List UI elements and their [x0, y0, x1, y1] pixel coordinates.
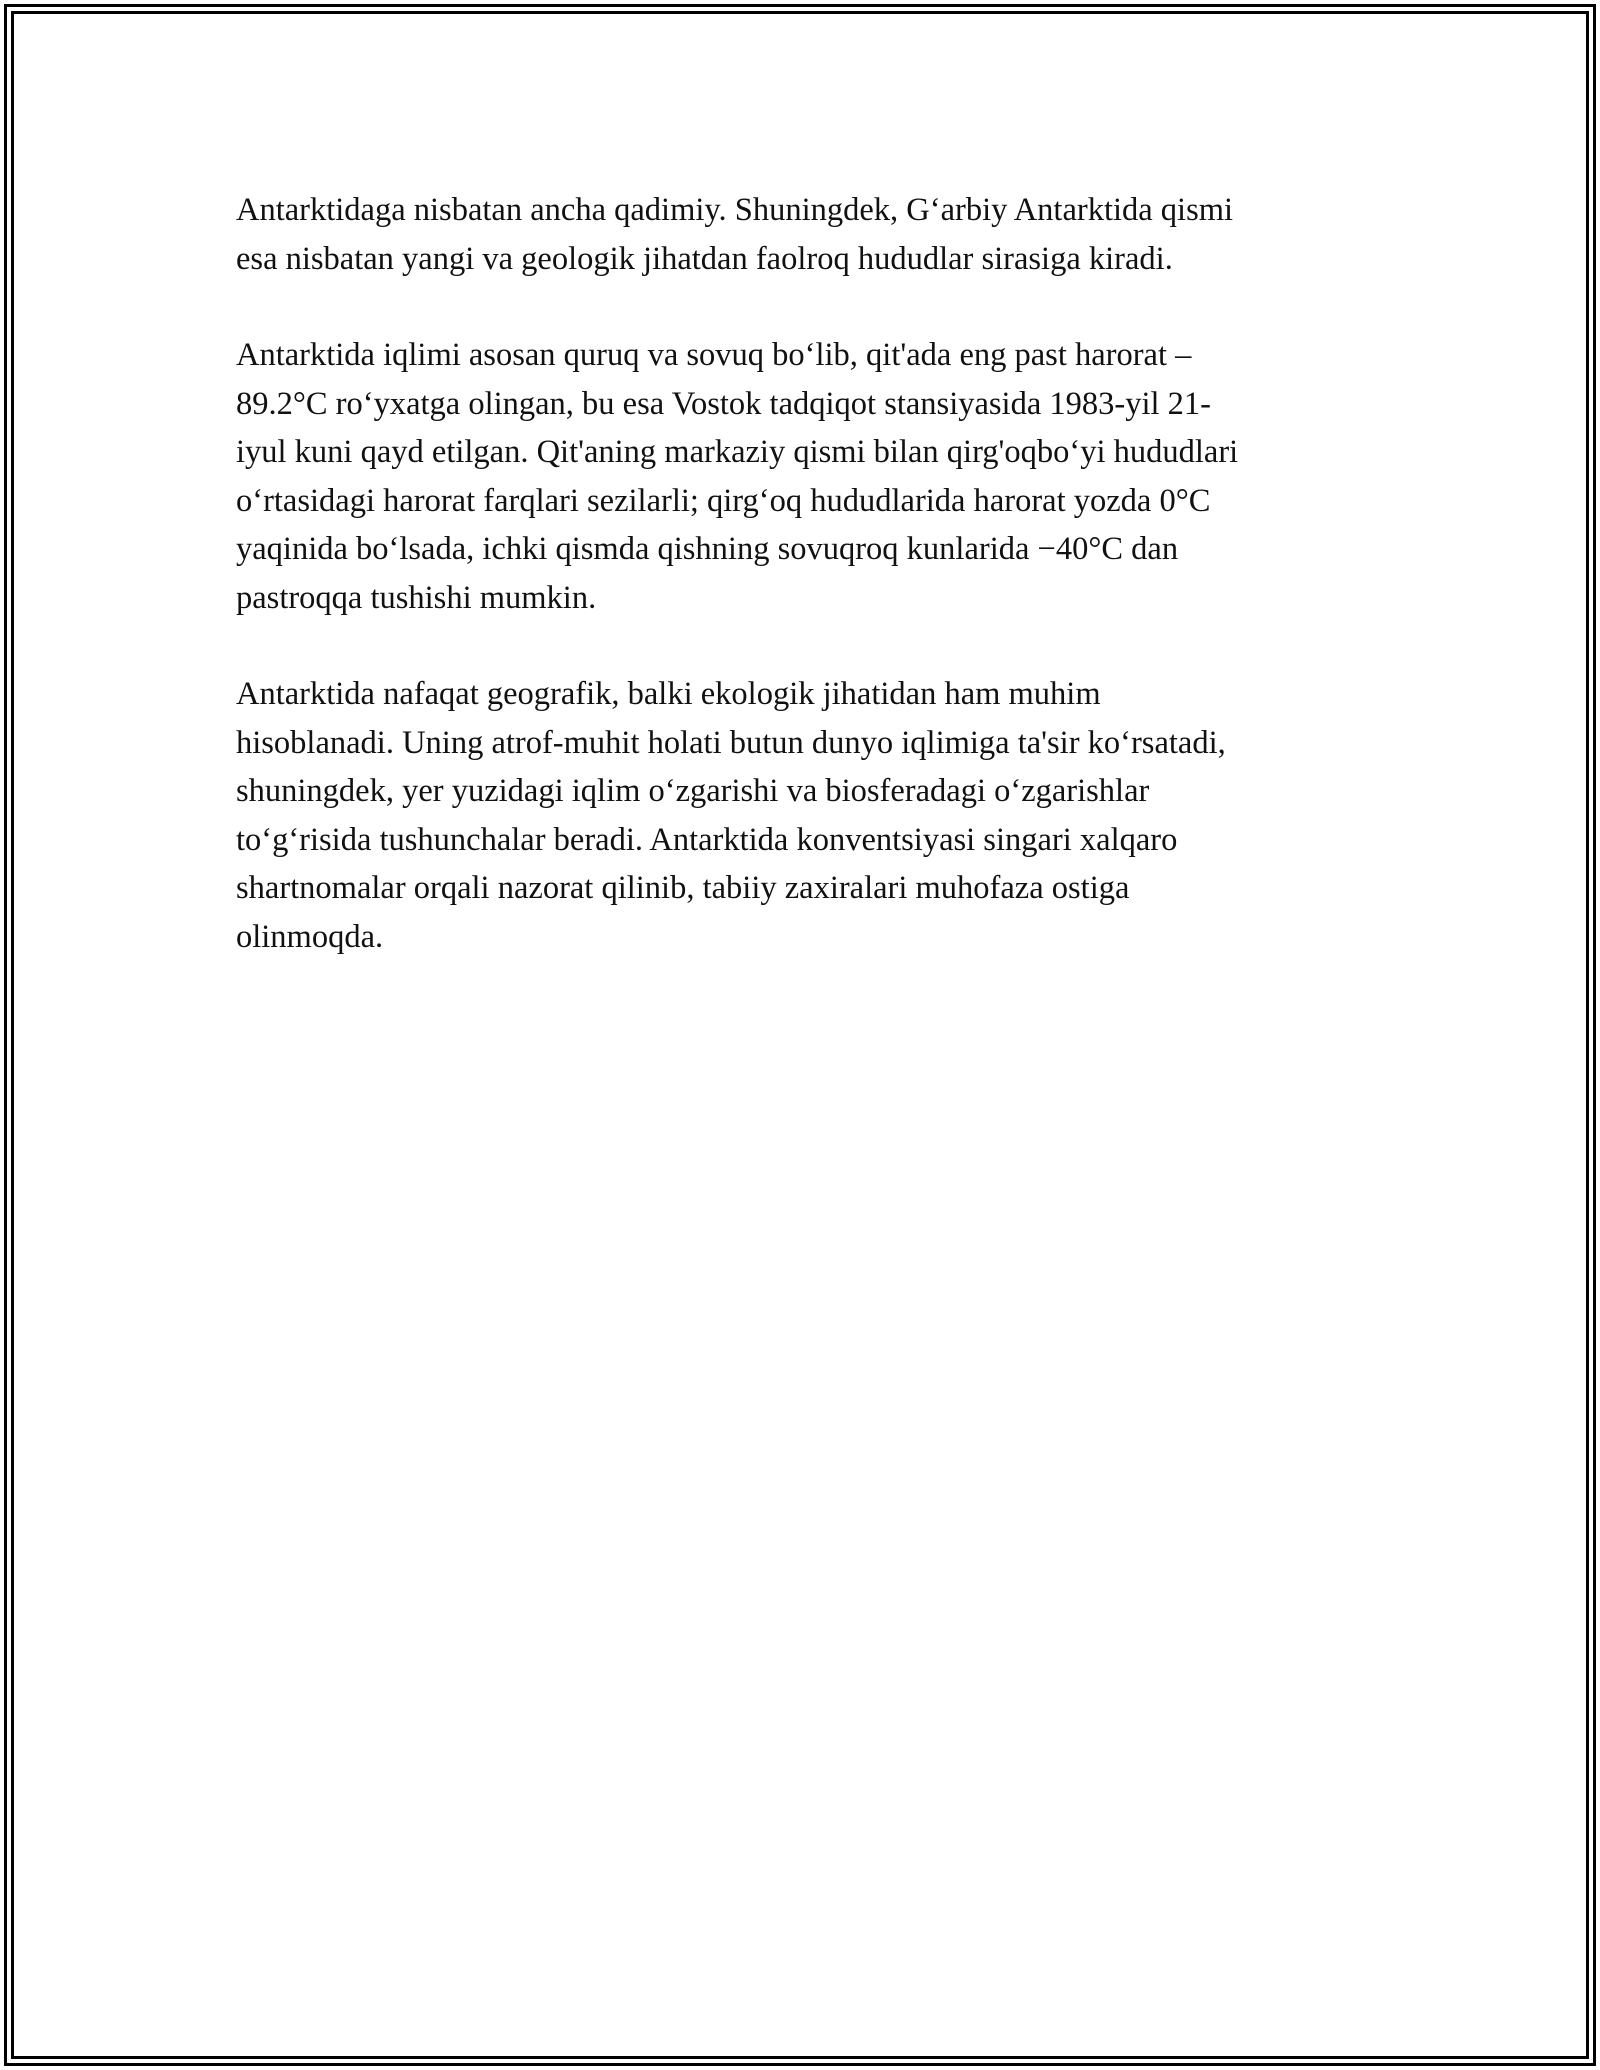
paragraph-3: Antarktida nafaqat geografik, balki ekologik jihatidan ham muhim hisoblanadi. Uning atrof-muhit holati butun dunyo iqlimiga ta'sir ko‘rsatadi, shuningdek, yer yuzidagi iqlim o‘zgarishi va biosferadagi o‘zgarishlar to‘g‘risida tushunchalar beradi. Antarktida konventsiyasi singari xalqaro shartnomalar orqali nazorat qilinib, tabiiy zaxiralari muhofaza ostiga olinmoqda. — [236, 676, 1226, 955]
document-body — [236, 186, 1376, 1009]
paragraph-1: Antarktidaga nisbatan ancha qadimiy. Shuningdek, G‘arbiy Antarktida qismi esa nisbatan yangi va geologik jihatdan faolroq hududlar sirasiga kiradi. — [236, 192, 1234, 277]
paragraph-2: Antarktida iqlimi asosan quruq va sovuq bo‘lib, qit'ada eng past harorat – 89.2°C ro‘yxatga olingan, bu esa Vostok tadqiqot stansiyasida 1983-yil 21- iyul kuni qayd etilgan. Qit'aning markaziy qismi bilan qirg'oqbo‘yi hududlari o‘rtasidagi harorat farqlari sezilarli; qirg‘oq hududlarida harorat yozda 0°C yaqinida bo‘lsada, ichki qismda qishning sovuqroq kunlarida −40°C dan pastroqqa tushishi mumkin. — [236, 337, 1239, 616]
